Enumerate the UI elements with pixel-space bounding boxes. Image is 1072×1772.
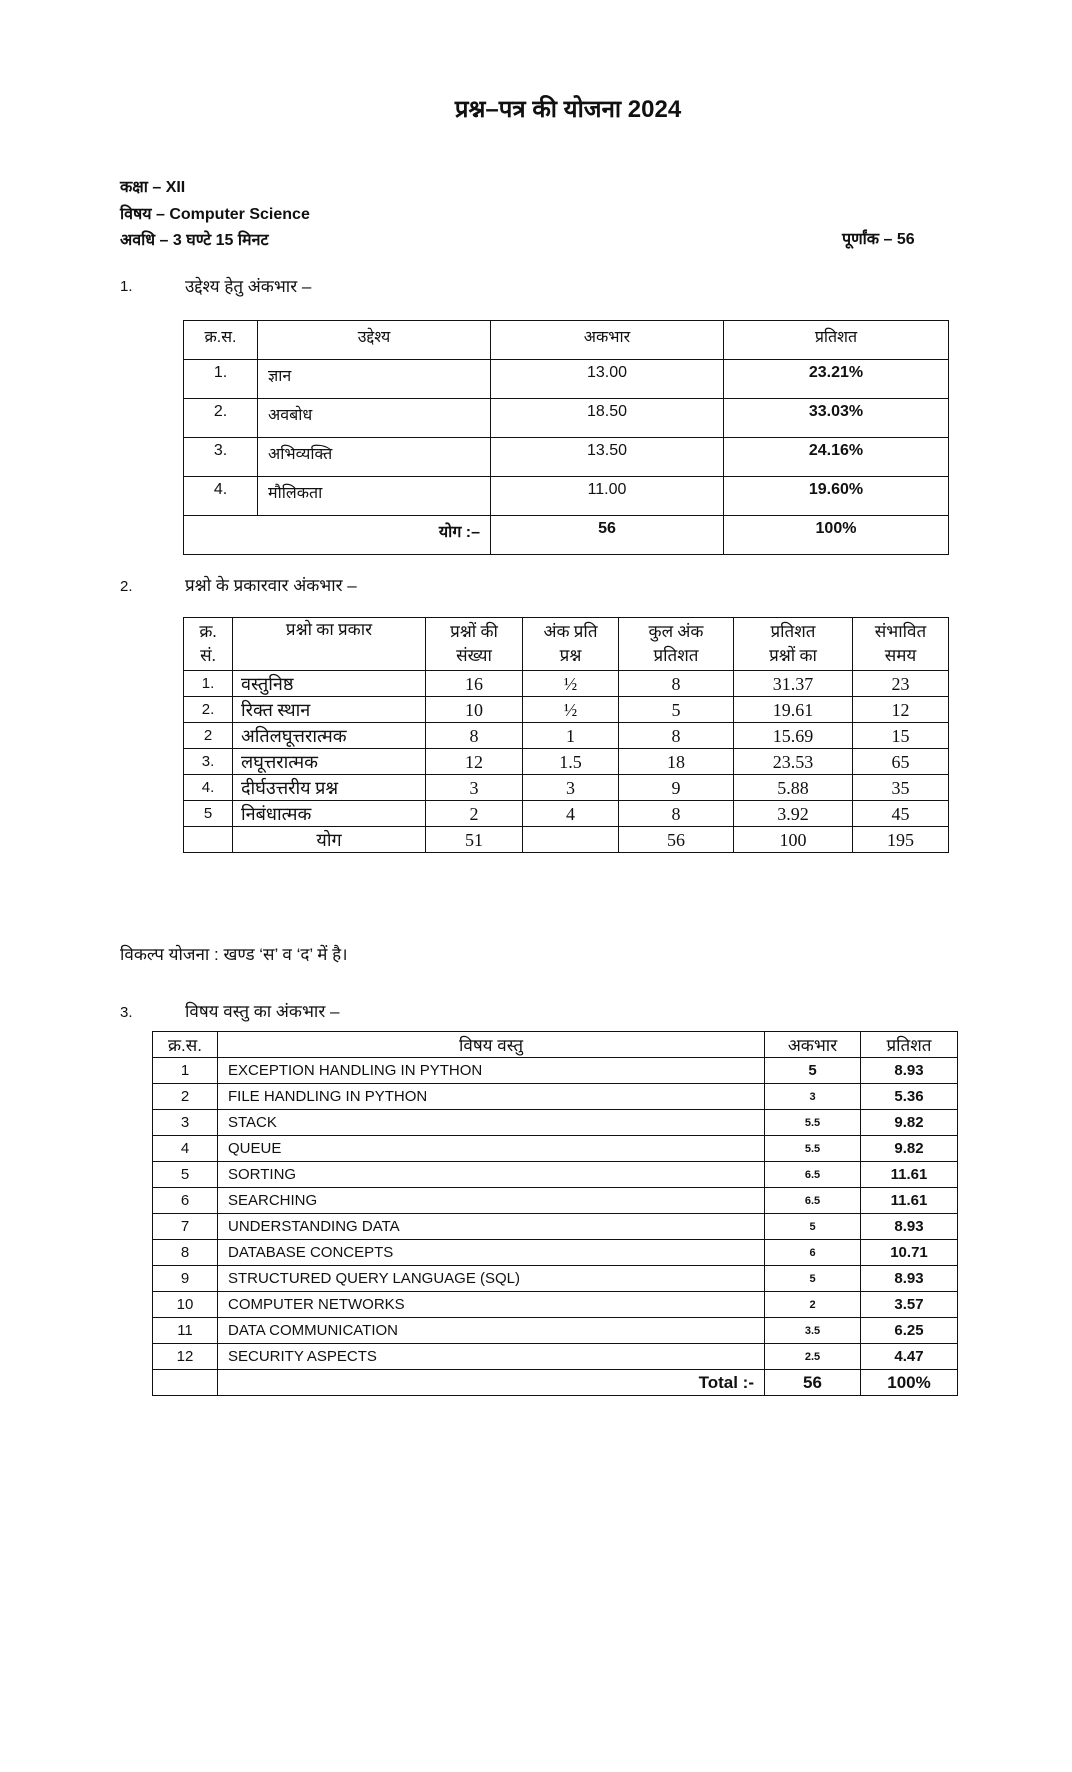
total-marks: 56 [491, 516, 724, 555]
cell-percent: 33.03% [724, 399, 949, 438]
section2-heading: प्रश्नो के प्रकारवार अंकभार – [185, 576, 357, 595]
cell-serial: 3 [153, 1110, 218, 1136]
cell-marks: 5 [765, 1214, 861, 1240]
cell-serial: 5 [153, 1162, 218, 1188]
cell-count: 2 [426, 801, 523, 827]
table-row [153, 1240, 958, 1266]
table-row [153, 1058, 958, 1084]
table-row [153, 1266, 958, 1292]
table-row [184, 801, 949, 827]
cell-serial: 2 [184, 723, 233, 749]
header-marks: अकभार [765, 1032, 861, 1058]
cell-percent: 15.69 [734, 723, 853, 749]
subject-line: विषय – Computer Science [120, 206, 310, 223]
cell-time: 15 [853, 723, 949, 749]
cell-count: 8 [426, 723, 523, 749]
total-percent: 100% [724, 516, 949, 555]
table-header-row [184, 618, 949, 671]
table-header-row [153, 1032, 958, 1058]
cell-marks: 13.00 [491, 360, 724, 399]
header-time: संभावित समय [853, 618, 949, 671]
header-percent: प्रतिशत [861, 1032, 958, 1058]
cell-content: DATA COMMUNICATION [218, 1318, 765, 1344]
table-row [184, 360, 949, 399]
header-objective: उद्देश्य [258, 321, 491, 360]
cell-marks: 3 [765, 1084, 861, 1110]
cell-serial: 1. [184, 671, 233, 697]
table-row [153, 1084, 958, 1110]
cell-serial [153, 1370, 218, 1396]
cell-serial: 3. [184, 438, 258, 477]
cell-marks: 6 [765, 1240, 861, 1266]
question-type-table [183, 617, 949, 853]
cell-content: QUEUE [218, 1136, 765, 1162]
table-row [184, 775, 949, 801]
cell-content: STRUCTURED QUERY LANGUAGE (SQL) [218, 1266, 765, 1292]
class-line: कक्षा – XII [120, 179, 186, 196]
cell-percent: 11.61 [861, 1188, 958, 1214]
table-row [153, 1318, 958, 1344]
cell-objective: अवबोध [258, 399, 491, 438]
total-marks: 56 [765, 1370, 861, 1396]
cell-serial: 11 [153, 1318, 218, 1344]
cell-time: 45 [853, 801, 949, 827]
cell-objective: मौलिकता [258, 477, 491, 516]
table-row [153, 1292, 958, 1318]
cell-total: 8 [619, 671, 734, 697]
content-weightage-table [152, 1031, 958, 1396]
table-row [184, 697, 949, 723]
header-total-marks: कुल अंक प्रतिशत [619, 618, 734, 671]
cell-marks-each: ½ [523, 697, 619, 723]
cell-marks: 5 [765, 1266, 861, 1292]
cell-serial: 9 [153, 1266, 218, 1292]
table-row [153, 1136, 958, 1162]
cell-percent: 9.82 [861, 1110, 958, 1136]
objective-weightage-table [183, 320, 949, 555]
total-count: 51 [426, 827, 523, 853]
cell-type: वस्तुनिष्ठ [233, 671, 426, 697]
header-content: विषय वस्तु [218, 1032, 765, 1058]
table-row [153, 1162, 958, 1188]
cell-time: 35 [853, 775, 949, 801]
table-row [184, 749, 949, 775]
header-percent: प्रतिशत प्रश्नों का [734, 618, 853, 671]
cell-type: अतिलघूत्तरात्मक [233, 723, 426, 749]
cell-content: SECURITY ASPECTS [218, 1344, 765, 1370]
total-marks: 56 [619, 827, 734, 853]
cell-serial: 2. [184, 697, 233, 723]
cell-count: 10 [426, 697, 523, 723]
cell-serial: 12 [153, 1344, 218, 1370]
cell-percent: 10.71 [861, 1240, 958, 1266]
cell-percent: 5.88 [734, 775, 853, 801]
table-row [184, 399, 949, 438]
cell-marks-each: ½ [523, 671, 619, 697]
cell-percent: 3.57 [861, 1292, 958, 1318]
cell-total: 5 [619, 697, 734, 723]
cell-time: 65 [853, 749, 949, 775]
section3-heading: विषय वस्तु का अंकभार – [185, 1002, 340, 1021]
total-label: Total :- [218, 1370, 765, 1396]
header-serial: क्र. सं. [184, 618, 233, 671]
cell-percent: 23.21% [724, 360, 949, 399]
cell-percent: 9.82 [861, 1136, 958, 1162]
cell-percent: 19.60% [724, 477, 949, 516]
cell-objective: अभिव्यक्ति [258, 438, 491, 477]
option-note: विकल्प योजना : खण्ड ‘स’ व ‘द’ में है। [120, 945, 348, 964]
cell-marks-each: 1 [523, 723, 619, 749]
cell-marks: 5.5 [765, 1110, 861, 1136]
section3-number: 3. [120, 1004, 133, 1021]
cell-marks-each: 4 [523, 801, 619, 827]
cell-serial [184, 827, 233, 853]
cell-total: 18 [619, 749, 734, 775]
full-marks: पूर्णांक – 56 [842, 231, 915, 248]
cell-time: 23 [853, 671, 949, 697]
cell-count: 16 [426, 671, 523, 697]
cell-percent: 11.61 [861, 1162, 958, 1188]
cell-objective: ज्ञान [258, 360, 491, 399]
cell-serial: 4 [153, 1136, 218, 1162]
cell-marks: 13.50 [491, 438, 724, 477]
cell-percent: 3.92 [734, 801, 853, 827]
cell-serial: 3. [184, 749, 233, 775]
table-total-row [153, 1370, 958, 1396]
total-marks-each [523, 827, 619, 853]
cell-serial: 1 [153, 1058, 218, 1084]
cell-content: SEARCHING [218, 1188, 765, 1214]
cell-serial: 4. [184, 477, 258, 516]
cell-total: 9 [619, 775, 734, 801]
table-row [153, 1214, 958, 1240]
page-title: प्रश्न–पत्र की योजना 2024 [454, 96, 682, 123]
cell-marks: 3.5 [765, 1318, 861, 1344]
header-question-count: प्रश्नों की संख्या [426, 618, 523, 671]
cell-marks: 5.5 [765, 1136, 861, 1162]
cell-type: दीर्घउत्तरीय प्रश्न [233, 775, 426, 801]
cell-percent: 6.25 [861, 1318, 958, 1344]
table-row [184, 723, 949, 749]
cell-marks: 5 [765, 1058, 861, 1084]
cell-serial: 4. [184, 775, 233, 801]
section1-heading: उद्देश्य हेतु अंकभार – [185, 277, 312, 296]
table-header-row [184, 321, 949, 360]
cell-type: निबंधात्मक [233, 801, 426, 827]
cell-marks: 2.5 [765, 1344, 861, 1370]
header-serial: क्र.स. [153, 1032, 218, 1058]
cell-serial: 7 [153, 1214, 218, 1240]
cell-percent: 31.37 [734, 671, 853, 697]
table-row [153, 1110, 958, 1136]
section1-number: 1. [120, 278, 133, 295]
table-row [153, 1188, 958, 1214]
total-time: 195 [853, 827, 949, 853]
cell-content: FILE HANDLING IN PYTHON [218, 1084, 765, 1110]
cell-content: COMPUTER NETWORKS [218, 1292, 765, 1318]
cell-serial: 5 [184, 801, 233, 827]
cell-percent: 23.53 [734, 749, 853, 775]
total-label: योग :– [184, 516, 491, 555]
cell-marks: 11.00 [491, 477, 724, 516]
table-total-row [184, 827, 949, 853]
cell-marks: 6.5 [765, 1162, 861, 1188]
cell-total: 8 [619, 801, 734, 827]
total-percent: 100% [861, 1370, 958, 1396]
cell-marks: 6.5 [765, 1188, 861, 1214]
cell-content: STACK [218, 1110, 765, 1136]
cell-percent: 24.16% [724, 438, 949, 477]
cell-count: 12 [426, 749, 523, 775]
header-question-type: प्रश्नो का प्रकार [233, 618, 426, 671]
cell-serial: 10 [153, 1292, 218, 1318]
cell-content: EXCEPTION HANDLING IN PYTHON [218, 1058, 765, 1084]
table-total-row [184, 516, 949, 555]
cell-serial: 6 [153, 1188, 218, 1214]
cell-marks-each: 3 [523, 775, 619, 801]
cell-serial: 2 [153, 1084, 218, 1110]
cell-type: लघूत्तरात्मक [233, 749, 426, 775]
table-row [184, 671, 949, 697]
total-label: योग [233, 827, 426, 853]
header-percent: प्रतिशत [724, 321, 949, 360]
table-row [184, 438, 949, 477]
header-marks: अकभार [491, 321, 724, 360]
total-percent: 100 [734, 827, 853, 853]
cell-content: UNDERSTANDING DATA [218, 1214, 765, 1240]
section2-number: 2. [120, 578, 133, 595]
cell-content: DATABASE CONCEPTS [218, 1240, 765, 1266]
cell-percent: 19.61 [734, 697, 853, 723]
cell-serial: 8 [153, 1240, 218, 1266]
cell-percent: 8.93 [861, 1058, 958, 1084]
cell-type: रिक्त स्थान [233, 697, 426, 723]
cell-percent: 5.36 [861, 1084, 958, 1110]
cell-percent: 8.93 [861, 1266, 958, 1292]
cell-marks: 18.50 [491, 399, 724, 438]
duration-line: अवधि – 3 घण्टे 15 मिनट [120, 232, 269, 249]
cell-percent: 8.93 [861, 1214, 958, 1240]
cell-percent: 4.47 [861, 1344, 958, 1370]
header-serial: क्र.स. [184, 321, 258, 360]
cell-time: 12 [853, 697, 949, 723]
table-row [184, 477, 949, 516]
cell-serial: 1. [184, 360, 258, 399]
header-marks-per-question: अंक प्रति प्रश्न [523, 618, 619, 671]
cell-count: 3 [426, 775, 523, 801]
cell-serial: 2. [184, 399, 258, 438]
cell-content: SORTING [218, 1162, 765, 1188]
cell-marks-each: 1.5 [523, 749, 619, 775]
table-row [153, 1344, 958, 1370]
cell-marks: 2 [765, 1292, 861, 1318]
cell-total: 8 [619, 723, 734, 749]
